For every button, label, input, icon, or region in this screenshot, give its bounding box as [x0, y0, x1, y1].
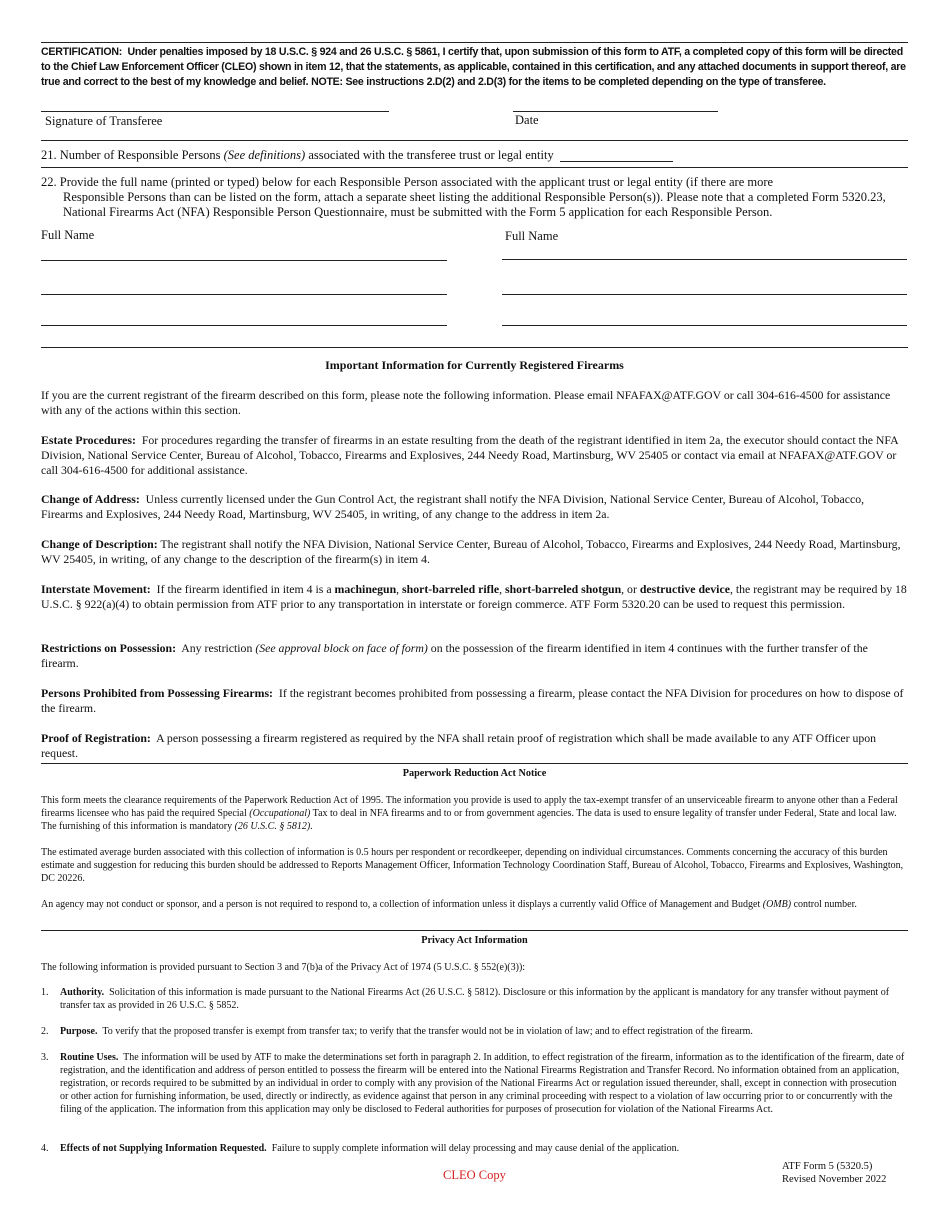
interstate-term: short-barreled shotgun [505, 582, 622, 596]
privacy-heading: Privacy Act Information [421, 935, 528, 946]
paperwork-paragraph-2: The estimated average burden associated with this collection of information is 0.5 hours per respondent or recordkeeper, depending on individual circumstances. Comments concerning the accuracy of this burden estimate and suggestion for reducing this burden should be addressed to Reports Management Officer, Information Technology Coordination Staff, Bureau of Alcohol, Tobacco, Firearms and Explosives, Washington, DC 20226. [41, 847, 904, 884]
form-identifier [782, 1160, 886, 1186]
interstate-term: short-barreled rifle [402, 582, 500, 596]
paperwork-text: This form meets the clearance requirements of the Paperwork Reduction Act of 1995. The information you provide is used to apply the tax-exempt transfer of an unserviceable firearm to anyone other than a Federal firearms licensee who has paid the required Special [41, 795, 898, 819]
change-of-address [41, 492, 908, 522]
full-name-field[interactable] [502, 259, 907, 260]
proof-text: A person possessing a firearm registered as required by the NFA shall retain proof of registration which shall be made available to any ATF Officer upon request. [41, 731, 877, 760]
date-line[interactable] [513, 111, 718, 112]
privacy-item-number: 1. [41, 987, 49, 998]
item-22 [41, 175, 921, 220]
item-22-line: 22. Provide the full name (printed or typed) below for each Responsible Person associated with the applicant trust or legal entity (if there are more [41, 175, 774, 189]
privacy-item-text: The information will be used by ATF to make the determinations set forth in paragraph 2. In addition, to effect registration of the firearm, information as to the identification of the firearm, date of registration, and the identification and address of person entitled to possess the firearm will be entered into the National Firearms Registration and Transfer Record. No information obtained from an application, registration, or records required to be submitted by an individual in order to comply with any provision of the National Firearms Act or regulation issued thereunder, shall, except in connection with prosecution or other action for furnishing information, be used, directly or indirectly, as evidence against that person in any criminal proceeding with respect to a violation of law occurring prior to or concurrently with the filing of the application. The information from this application may only be disclosed to Federal authorities for purposes of prosecution for violation of the National Firearms Act. [60, 1052, 905, 1115]
estate-procedures [41, 433, 908, 478]
privacy-item-title: Authority. [60, 987, 105, 998]
full-name-field[interactable] [41, 294, 447, 295]
paperwork-text: An agency may not conduct or sponsor, and a person is not required to respond to, a collection of information unless it displays a currently valid Office of Management and Budget [41, 899, 763, 910]
privacy-item-title: Routine Uses. [60, 1052, 119, 1063]
divider-rule [41, 347, 908, 348]
important-heading: Important Information for Currently Registered Firearms [325, 358, 624, 372]
interstate-text: If the firearm identified in item 4 is a [156, 582, 335, 596]
divider-rule [41, 763, 908, 764]
restrictions-title: Restrictions on Possession: [41, 641, 177, 655]
paperwork-text: Tax to deal in NFA firearms and to or from government agencies. The data is used to ensure legality of transfer under Federal, State and local law. The furnishing of this information is mandatory [41, 808, 897, 832]
important-intro: If you are the current registrant of the firearm described on this form, please note the following information. Please email NFAFAX@ATF.GOV or call 304-616-4500 for assistance with any of the actions within this section. [41, 388, 891, 417]
privacy-item-text: Solicitation of this information is made pursuant to the National Firearms Act (26 U.S.C. § 5812). Disclosure or this information by the applicant is mandatory for any transfer without payment of transfer tax as provided in 26 U.S.C. § 5852. [60, 987, 890, 1011]
restrictions-text: Any restriction [181, 641, 256, 655]
item-22-line: National Firearms Act (NFA) Responsible Person Questionnaire, must be submitted with the Form 5 application for each Responsible Person. [63, 205, 773, 219]
restrictions-text: on the possession of the firearm identified in item 4 continues with the further transfer of the firearm. [41, 641, 868, 670]
interstate-text: , the registrant may be required by 18 U.S.C. § 922(a)(4) to obtain permission from ATF prior to any transportation in interstate or foreign commerce. ATF Form 5320.20 can be used to request this permission. [41, 582, 907, 611]
item-21-suffix: associated with the transferee trust or legal entity [305, 148, 554, 162]
paperwork-paragraph-3 [41, 898, 908, 911]
responsible-persons-count-field[interactable] [560, 161, 673, 162]
privacy-intro: The following information is provided pursuant to Section 3 and 7(b)a of the Privacy Act of 1974 (5 U.S.C. § 552(e)(3)): [41, 962, 526, 973]
description-text: The registrant shall notify the NFA Division, National Service Center, Bureau of Alcohol, Tobacco, Firearms and Explosives, 244 Needy Road, Martinsburg, WV 25405, in writing, of any change to the description of the firearm(s) in item 4. [41, 537, 901, 566]
proof-title: Proof of Registration: [41, 731, 151, 745]
interstate-movement [41, 582, 908, 612]
paperwork-text: . [310, 821, 313, 832]
signature-label: Signature of Transferee [45, 114, 163, 128]
full-name-field[interactable] [502, 294, 907, 295]
restrictions-on-possession [41, 641, 908, 671]
prohibited-text: If the registrant becomes prohibited from possessing a firearm, please contact the NFA Division for procedures on how to dispose of the firearm. [41, 686, 904, 715]
interstate-sep: , [499, 582, 506, 596]
divider-rule [41, 167, 908, 168]
paperwork-italic: (26 U.S.C. § 5812) [234, 821, 311, 832]
copy-designation: CLEO Copy [443, 1168, 506, 1182]
change-of-description [41, 537, 908, 567]
full-name-field[interactable] [502, 325, 907, 326]
certification-text: Under penalties imposed by 18 U.S.C. § 924 and 26 U.S.C. § 5861, I certify that, upon submission of this form to ATF, a completed copy of this form will be directed to the Chief Law Enforcement Officer (CLEO) shown in item 12, that the statements, as applicable, contained in this certification, and any attached documents in support thereof, are true and correct to the best of my knowledge and belief. NOTE: See instructions 2.D(2) and 2.D(3) for the items to be completed depending on the type of transferee. [41, 46, 906, 88]
address-title: Change of Address: [41, 492, 140, 506]
divider-rule [41, 930, 908, 931]
restrictions-italic: (See approval block on face of form) [255, 641, 428, 655]
form-revision: Revised November 2022 [782, 1174, 887, 1185]
description-title: Change of Description: [41, 537, 158, 551]
interstate-sep: , [396, 582, 403, 596]
interstate-term: destructive device [639, 582, 730, 596]
item-21-italic: (See definitions) [223, 148, 306, 162]
estate-text: For procedures regarding the transfer of firearms in an estate resulting from the death of the registrant identified in item 2a, the executor should contact the NFA Division, National Service Center, Bureau of Alcohol, Tobacco, Firearms and Explosives, 244 Needy Road, Martinsburg, WV 25405 or contact via email at NFAFAX@ATF.GOV or call 304-616-4500 for additional assistance. [41, 433, 898, 477]
certification-heading: CERTIFICATION: [41, 46, 123, 58]
privacy-item-text: To verify that the proposed transfer is exempt from transfer tax; to verify that the transfer would not be in violation of law; and to effect registration of the firearm. [102, 1026, 753, 1037]
privacy-item-title: Purpose. [60, 1026, 98, 1037]
paperwork-paragraph-1 [41, 794, 908, 833]
full-name-label-left: Full Name [41, 228, 95, 242]
privacy-item-text: Failure to supply complete information will delay processing and may cause denial of the application. [271, 1143, 680, 1154]
paperwork-italic: (OMB) [762, 899, 792, 910]
prohibited-title: Persons Prohibited from Possessing Firearms: [41, 686, 273, 700]
date-label: Date [515, 113, 539, 127]
full-name-label-right: Full Name [505, 229, 559, 243]
privacy-item-number: 4. [41, 1143, 49, 1154]
proof-of-registration [41, 731, 908, 761]
paperwork-heading: Paperwork Reduction Act Notice [402, 768, 547, 779]
top-rule [41, 42, 908, 43]
estate-title: Estate Procedures: [41, 433, 136, 447]
address-text: Unless currently licensed under the Gun Control Act, the registrant shall notify the NFA Division, National Service Center, Bureau of Alcohol, Tobacco, Firearms and Explosives, 244 Needy Road, Martinsburg, WV 25405, in writing, of any change to the address in item 2a. [41, 492, 865, 521]
interstate-title: Interstate Movement: [41, 582, 151, 596]
divider-rule [41, 140, 908, 141]
privacy-item-number: 3. [41, 1052, 49, 1063]
item-21-prefix: 21. Number of Responsible Persons [41, 148, 224, 162]
interstate-sep: , or [621, 582, 640, 596]
certification-paragraph [41, 45, 908, 89]
privacy-item-number: 2. [41, 1026, 49, 1037]
form-id: ATF Form 5 (5320.5) [782, 1161, 873, 1172]
privacy-item-title: Effects of not Supplying Information Requested. [60, 1143, 267, 1154]
full-name-field[interactable] [41, 325, 447, 326]
signature-line[interactable] [41, 111, 389, 112]
item-22-line: Responsible Persons than can be listed on the form, attach a separate sheet listing the additional Responsible Person(s)). Please note that a completed Form 5320.23, [63, 190, 886, 204]
interstate-term: machinegun [334, 582, 397, 596]
paperwork-text: control number. [791, 899, 857, 910]
full-name-field[interactable] [41, 260, 447, 261]
persons-prohibited [41, 686, 908, 716]
item-21 [41, 148, 554, 163]
paperwork-italic: (Occupational) [249, 808, 311, 819]
